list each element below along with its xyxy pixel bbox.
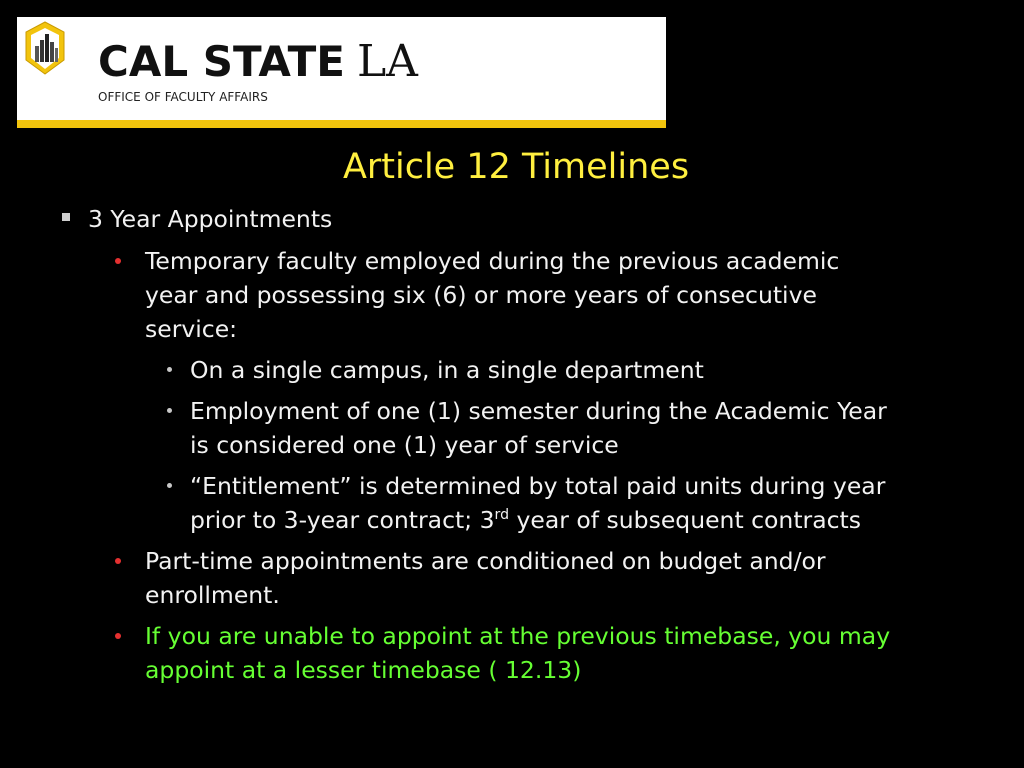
red-bullet-icon	[115, 258, 121, 264]
logo-subtitle: OFFICE OF FACULTY AFFAIRS	[98, 90, 268, 104]
item1-line: Temporary faculty employed during the previous academic	[145, 247, 840, 275]
grey-bullet-icon	[167, 483, 172, 488]
item1-line: service:	[145, 315, 238, 343]
logo-suffix: LA	[356, 36, 418, 87]
logo-text: CAL STATE	[98, 37, 345, 86]
item3-line: If you are unable to appoint at the previous timebase, you may	[145, 622, 891, 650]
square-bullet-icon	[62, 213, 70, 221]
sub1-line: On a single campus, in a single department	[190, 356, 704, 384]
sub3-line2-superscript: rd	[494, 507, 510, 524]
sub3-line2-pre: prior to 3-year contract; 3	[190, 506, 495, 534]
item1-line: year and possessing six (6) or more years of consecutive	[145, 281, 817, 309]
level1-heading: 3 Year Appointments	[88, 205, 333, 233]
sub3-line	[190, 503, 861, 537]
item2-line: Part-time appointments are conditioned on budget and/or	[145, 547, 826, 575]
item2-line: enrollment.	[145, 581, 280, 609]
red-bullet-icon	[115, 558, 121, 564]
sub2-line: Employment of one (1) semester during the Academic Year	[190, 397, 887, 425]
grey-bullet-icon	[167, 367, 172, 372]
item3-line: appoint at a lesser timebase ( 12.13)	[145, 656, 582, 684]
sub3-line: “Entitlement” is determined by total paid units during year	[190, 472, 886, 500]
grey-bullet-icon	[167, 408, 172, 413]
sub2-line: is considered one (1) year of service	[190, 431, 619, 459]
sub3-line2-post: year of subsequent contracts	[509, 506, 861, 534]
slide-title: Article 12 Timelines	[342, 147, 690, 187]
red-bullet-icon	[115, 633, 121, 639]
